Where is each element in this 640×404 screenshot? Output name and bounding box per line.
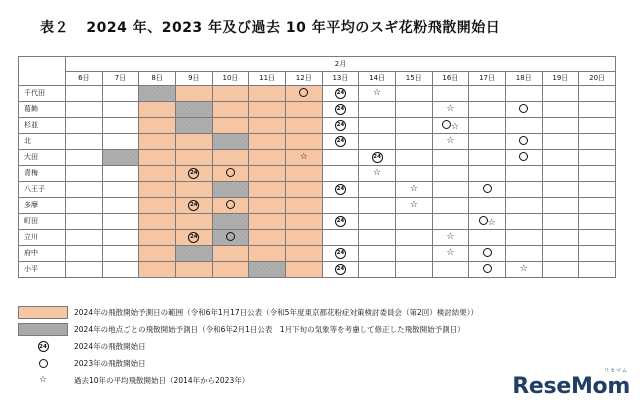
table-label: 表２: [40, 20, 69, 36]
day-header: 9日: [175, 72, 212, 86]
day-cell: [579, 214, 616, 230]
ward-name: 町田: [19, 214, 66, 230]
mark-2024: 24: [372, 152, 383, 163]
ward-name: 青梅: [19, 166, 66, 182]
mark-average: ☆: [519, 264, 528, 274]
day-cell: [432, 134, 469, 150]
legend-text: 2024年の地点ごとの飛散開始予測日（令和6年2月1日公表 1月下旬の気象等を考慮して修正した飛散開始予測日）: [74, 325, 465, 334]
day-cell: [505, 118, 542, 134]
day-cell: [139, 182, 176, 198]
day-cell: [542, 86, 579, 102]
mark-average: ☆: [373, 88, 382, 98]
logo-sub: リセマム: [604, 368, 628, 374]
ward-name: 千代田: [19, 86, 66, 102]
day-cell: [432, 230, 469, 246]
ward-name: 多摩: [19, 198, 66, 214]
day-cell: [212, 118, 249, 134]
day-cell: [322, 150, 359, 166]
day-cell: [505, 262, 542, 278]
month-header: 2月: [66, 57, 616, 72]
mark-average: ☆: [487, 217, 496, 228]
day-cell: [432, 102, 469, 118]
legend-text: 2024年の飛散開始予測日の範囲（令和6年1月17日公表（令和5年度東京都花粉症対策検討委員会（第2回）検討結果））: [74, 308, 478, 317]
day-cell: [359, 198, 396, 214]
mark-2024: 24: [335, 248, 346, 259]
day-cell: [505, 102, 542, 118]
day-cell: [102, 118, 139, 134]
mark-2023: [226, 168, 235, 177]
mark-2024: 24: [335, 104, 346, 115]
day-cell: [249, 198, 286, 214]
day-cell: [542, 246, 579, 262]
table-row: [19, 166, 616, 182]
day-cell: [249, 166, 286, 182]
day-cell: [212, 166, 249, 182]
day-cell: [102, 166, 139, 182]
day-cell: [285, 262, 322, 278]
mark-2023: [442, 120, 451, 129]
day-cell: [102, 262, 139, 278]
day-header: 6日: [66, 72, 103, 86]
day-cell: [66, 134, 103, 150]
day-cell: [469, 230, 506, 246]
page-title: [40, 17, 500, 37]
day-cell: [579, 246, 616, 262]
day-cell: [175, 166, 212, 182]
month-header-row: [19, 57, 616, 72]
mark-2023: [519, 136, 528, 145]
day-cell: [322, 214, 359, 230]
day-cell: [359, 150, 396, 166]
day-cell: [579, 102, 616, 118]
day-cell: [432, 182, 469, 198]
mark-2024: 24: [335, 136, 346, 147]
day-cell: [212, 214, 249, 230]
day-cell: [395, 198, 432, 214]
day-cell: [175, 102, 212, 118]
table-row: [19, 182, 616, 198]
mark-2023: [519, 152, 528, 161]
day-cell: [249, 102, 286, 118]
day-cell: [249, 86, 286, 102]
day-cell: [395, 262, 432, 278]
day-cell: [432, 198, 469, 214]
day-cell: [102, 134, 139, 150]
day-cell: [395, 86, 432, 102]
day-cell: [579, 86, 616, 102]
day-cell: [542, 182, 579, 198]
legend-item: [18, 322, 616, 337]
day-cell: [66, 102, 103, 118]
day-cell: [542, 230, 579, 246]
ward-name: 八王子: [19, 182, 66, 198]
day-cell: [322, 230, 359, 246]
day-cell: [212, 134, 249, 150]
table-row: [19, 230, 616, 246]
mark-2024: 24: [335, 120, 346, 131]
day-cell: [66, 166, 103, 182]
day-cell: [66, 150, 103, 166]
day-cell: [212, 102, 249, 118]
day-cell: [542, 118, 579, 134]
day-cell: [175, 182, 212, 198]
day-cell: [432, 214, 469, 230]
day-cell: [249, 230, 286, 246]
day-cell: [432, 86, 469, 102]
day-cell: [579, 182, 616, 198]
day-cell: [505, 182, 542, 198]
day-cell: [542, 102, 579, 118]
day-cell: [469, 262, 506, 278]
day-cell: [212, 198, 249, 214]
mark-2023: [479, 216, 488, 225]
day-cell: [542, 134, 579, 150]
day-cell: [359, 134, 396, 150]
day-cell: [66, 230, 103, 246]
day-cell: [395, 230, 432, 246]
day-cell: [66, 86, 103, 102]
day-cell: [359, 102, 396, 118]
ward-name: 北: [19, 134, 66, 150]
legend-text: 2024年の飛散開始日: [74, 342, 146, 351]
day-cell: [212, 230, 249, 246]
day-cell: [359, 118, 396, 134]
day-cell: [505, 198, 542, 214]
mark-average: ☆: [446, 136, 455, 146]
day-cell: [579, 118, 616, 134]
day-cell: [249, 262, 286, 278]
day-cell: [432, 246, 469, 262]
mark-2024: 24: [335, 184, 346, 195]
day-cell: [322, 166, 359, 182]
day-cell: [249, 134, 286, 150]
day-cell: [175, 198, 212, 214]
pollen-table: [18, 56, 616, 278]
day-header: 8日: [139, 72, 176, 86]
day-header: 13日: [322, 72, 359, 86]
day-cell: [66, 198, 103, 214]
day-cell: [139, 166, 176, 182]
mark-2023: [226, 232, 235, 241]
mark-2024: 24: [335, 216, 346, 227]
day-cell: [359, 262, 396, 278]
mark-2023: [226, 200, 235, 209]
day-cell: [212, 150, 249, 166]
day-header: 16日: [432, 72, 469, 86]
day-cell: [505, 166, 542, 182]
day-cell: [102, 86, 139, 102]
day-cell: [579, 134, 616, 150]
day-cell: [359, 166, 396, 182]
day-cell: [542, 262, 579, 278]
day-cell: [66, 246, 103, 262]
day-cell: [579, 230, 616, 246]
day-cell: [139, 230, 176, 246]
day-header: 20日: [579, 72, 616, 86]
day-header: 7日: [102, 72, 139, 86]
ward-name: 立川: [19, 230, 66, 246]
day-header: 15日: [395, 72, 432, 86]
day-cell: [212, 86, 249, 102]
table-row: [19, 86, 616, 102]
day-cell: [322, 182, 359, 198]
ward-header-cell: [19, 57, 66, 86]
legend-text: 2023年の飛散開始日: [74, 359, 146, 368]
day-cell: [322, 246, 359, 262]
mark-2024: 24: [335, 88, 346, 99]
mark-2023: [299, 88, 308, 97]
day-cell: [249, 150, 286, 166]
day-cell: [175, 86, 212, 102]
day-cell: [175, 134, 212, 150]
day-cell: [469, 150, 506, 166]
day-cell: [395, 150, 432, 166]
day-cell: [285, 118, 322, 134]
day-cell: [579, 262, 616, 278]
mark-2023: [483, 248, 492, 257]
ward-name: 小平: [19, 262, 66, 278]
day-cell: [505, 134, 542, 150]
day-cell: [432, 262, 469, 278]
day-cell: [469, 182, 506, 198]
day-cell: [579, 150, 616, 166]
day-cell: [322, 198, 359, 214]
legend-item: [18, 305, 616, 320]
day-cell: [359, 86, 396, 102]
day-cell: [359, 214, 396, 230]
ward-name: 大田: [19, 150, 66, 166]
mark-average: ☆: [446, 104, 455, 114]
mark-average: ☆: [299, 152, 308, 162]
table-title: 2024 年、2023 年及び過去 10 年平均のスギ花粉飛散開始日: [86, 20, 501, 36]
legend-item: [18, 356, 616, 371]
day-cell: [395, 182, 432, 198]
day-cell: [212, 246, 249, 262]
day-cell: [469, 166, 506, 182]
day-cell: [322, 134, 359, 150]
table-row: [19, 246, 616, 262]
day-header: 19日: [542, 72, 579, 86]
legend-symbol: [18, 359, 68, 368]
day-header: 14日: [359, 72, 396, 86]
mark-average: ☆: [409, 184, 418, 194]
day-cell: [322, 262, 359, 278]
day-header: 11日: [249, 72, 286, 86]
resemom-logo: [512, 368, 630, 399]
legend-item: [18, 339, 616, 354]
table-row: [19, 150, 616, 166]
day-cell: [139, 118, 176, 134]
day-cell: [175, 230, 212, 246]
day-cell: [102, 102, 139, 118]
day-cell: [505, 86, 542, 102]
legend-text: 過去10年の平均飛散開始日（2014年から2023年）: [74, 376, 250, 385]
day-cell: [469, 246, 506, 262]
day-cell: [322, 86, 359, 102]
day-cell: [322, 118, 359, 134]
day-cell: [469, 102, 506, 118]
day-cell: [505, 150, 542, 166]
table-row: [19, 102, 616, 118]
day-cell: [285, 150, 322, 166]
day-cell: [139, 102, 176, 118]
day-cell: [66, 182, 103, 198]
day-cell: [175, 246, 212, 262]
day-cell: [395, 246, 432, 262]
mark-2024: 24: [188, 168, 199, 179]
day-cell: [66, 118, 103, 134]
day-cell: [359, 230, 396, 246]
day-cell: [505, 246, 542, 262]
day-header-row: [19, 72, 616, 86]
day-cell: [285, 134, 322, 150]
day-cell: [102, 230, 139, 246]
day-cell: [102, 150, 139, 166]
table-row: [19, 262, 616, 278]
day-cell: [285, 214, 322, 230]
day-cell: [542, 150, 579, 166]
logo-text: ReseMom: [512, 374, 630, 399]
day-cell: [542, 166, 579, 182]
day-cell: [285, 86, 322, 102]
day-cell: [139, 198, 176, 214]
table-row: [19, 198, 616, 214]
day-cell: [102, 214, 139, 230]
mark-average: ☆: [38, 375, 48, 385]
day-cell: [542, 214, 579, 230]
ward-name: 葛飾: [19, 102, 66, 118]
day-cell: [175, 214, 212, 230]
day-cell: [542, 198, 579, 214]
day-cell: [249, 246, 286, 262]
day-cell: [469, 118, 506, 134]
day-cell: [395, 166, 432, 182]
day-cell: [139, 150, 176, 166]
table-row: [19, 118, 616, 134]
day-cell: [139, 262, 176, 278]
mark-2023: [519, 104, 528, 113]
day-cell: [469, 198, 506, 214]
day-cell: [579, 198, 616, 214]
day-cell: [285, 198, 322, 214]
day-cell: [285, 102, 322, 118]
mark-2023: [39, 359, 48, 368]
day-cell: [432, 166, 469, 182]
ward-name: 杉並: [19, 118, 66, 134]
day-cell: [139, 246, 176, 262]
day-cell: [359, 246, 396, 262]
day-cell: [175, 262, 212, 278]
day-cell: [139, 134, 176, 150]
mark-average: ☆: [409, 200, 418, 210]
mark-2023: [483, 264, 492, 273]
mark-2023: [483, 184, 492, 193]
mark-2024: 24: [335, 264, 346, 275]
table-row: [19, 214, 616, 230]
day-cell: [212, 182, 249, 198]
mark-average: ☆: [450, 121, 459, 132]
legend-swatch: [18, 323, 68, 336]
ward-name: 府中: [19, 246, 66, 262]
day-cell: [395, 214, 432, 230]
day-header: 17日: [469, 72, 506, 86]
mark-2024: 24: [188, 232, 199, 243]
day-cell: [139, 214, 176, 230]
day-cell: [249, 214, 286, 230]
legend-symbol: [18, 341, 68, 352]
mark-2024: 24: [188, 200, 199, 211]
day-cell: [249, 118, 286, 134]
table-row: [19, 134, 616, 150]
legend-symbol: [18, 376, 68, 385]
day-cell: [66, 262, 103, 278]
day-header: 18日: [505, 72, 542, 86]
day-cell: [359, 182, 396, 198]
day-cell: [469, 214, 506, 230]
day-cell: [175, 118, 212, 134]
day-cell: [285, 230, 322, 246]
day-cell: [322, 102, 359, 118]
day-cell: [102, 182, 139, 198]
mark-2024: 24: [38, 341, 49, 352]
day-cell: [395, 118, 432, 134]
mark-average: ☆: [446, 232, 455, 242]
day-cell: [102, 198, 139, 214]
day-header: 12日: [285, 72, 322, 86]
day-cell: [432, 150, 469, 166]
legend-swatch: [18, 306, 68, 319]
day-cell: [249, 182, 286, 198]
day-cell: [432, 118, 469, 134]
day-cell: [469, 134, 506, 150]
day-cell: [395, 134, 432, 150]
day-cell: [285, 166, 322, 182]
day-cell: [285, 246, 322, 262]
day-cell: [505, 214, 542, 230]
mark-average: ☆: [373, 168, 382, 178]
mark-average: ☆: [446, 248, 455, 258]
day-cell: [212, 262, 249, 278]
day-cell: [505, 230, 542, 246]
day-cell: [469, 86, 506, 102]
day-cell: [66, 214, 103, 230]
day-cell: [395, 102, 432, 118]
day-cell: [102, 246, 139, 262]
day-cell: [285, 182, 322, 198]
day-cell: [139, 86, 176, 102]
day-header: 10日: [212, 72, 249, 86]
day-cell: [175, 150, 212, 166]
day-cell: [579, 166, 616, 182]
